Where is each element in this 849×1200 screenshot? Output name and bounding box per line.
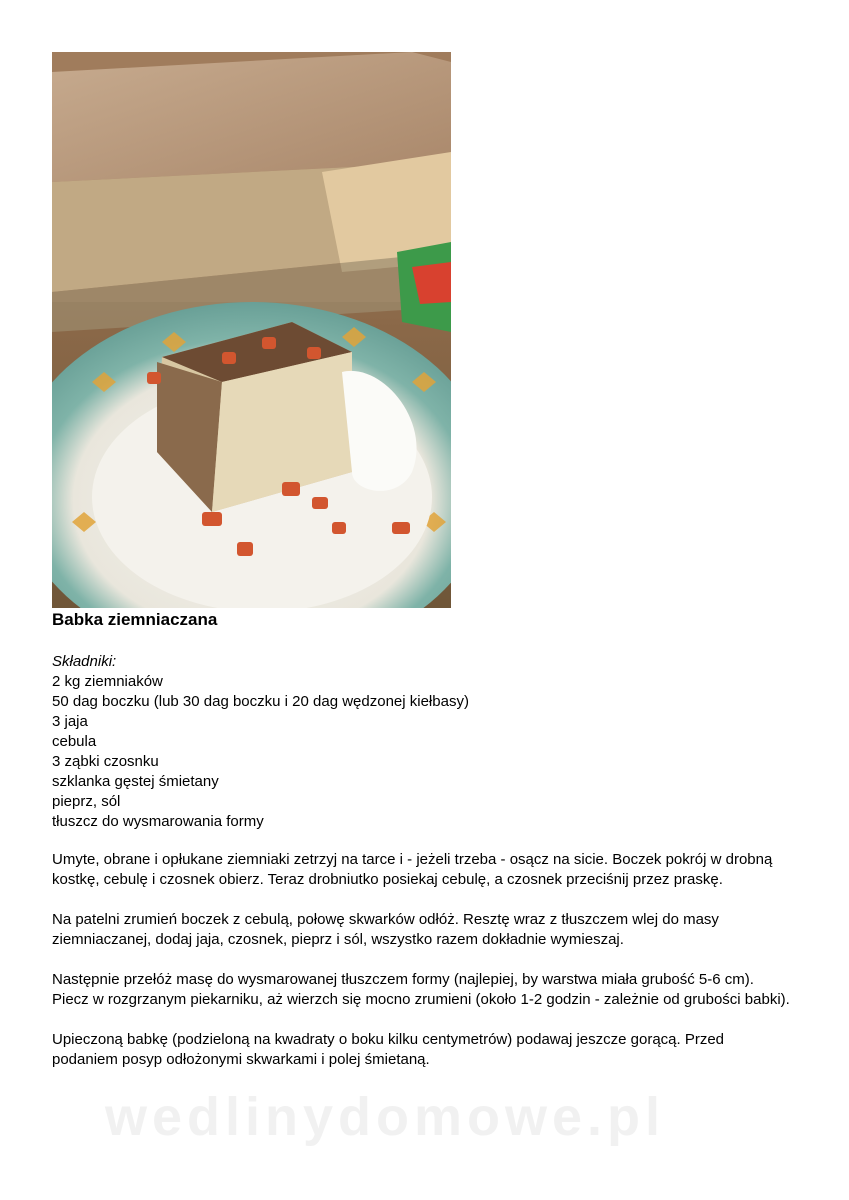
ingredient-item: 3 ząbki czosnku	[52, 753, 159, 770]
recipe-photo	[52, 52, 451, 608]
ingredient-item: szklanka gęstej śmietany	[52, 773, 219, 790]
ingredients-section	[52, 652, 469, 832]
step-paragraph: Następnie przełóż masę do wysmarowanej tłuszczem formy (najlepiej, by warstwa miała grubość 5-6 cm). Piecz w rozgrzanym piekarniku, aż wierzch się mocno zrumieni (około 1-2 godzin - zależnie od grubości babki).	[52, 971, 790, 1008]
potato-cake-illustration	[52, 52, 451, 608]
step-paragraph: Umyte, obrane i opłukane ziemniaki zetrzyj na tarce i - jeżeli trzeba - osącz na sicie. Boczek pokrój w drobną kostkę, cebulę i czosnek obierz. Teraz drobniutko posiekaj cebulę, a czosnek przeciśnij przez praskę.	[52, 851, 773, 888]
recipe-title: Babka ziemniaczana	[52, 610, 218, 629]
ingredients-list	[52, 672, 469, 832]
ingredient-item: tłuszcz do wysmarowania formy	[52, 813, 264, 830]
step-paragraph: Na patelni zrumień boczek z cebulą, połowę skwarków odłóż. Resztę wraz z tłuszczem wlej do masy ziemniaczanej, dodaj jaja, czosnek, pieprz i sól, wszystko razem dokładnie wymieszaj.	[52, 911, 719, 948]
site-watermark: wedlinydomowe.pl	[105, 1087, 666, 1147]
preparation-steps	[52, 850, 792, 1090]
ingredient-item: pieprz, sól	[52, 793, 121, 810]
ingredient-item: 50 dag boczku (lub 30 dag boczku i 20 dag wędzonej kiełbasy)	[52, 693, 469, 710]
ingredient-item: 2 kg ziemniaków	[52, 673, 163, 690]
ingredient-item: 3 jaja	[52, 713, 88, 730]
ingredients-label: Składniki:	[52, 653, 117, 670]
ingredient-item: cebula	[52, 733, 97, 750]
step-paragraph: Upieczoną babkę (podzieloną na kwadraty o boku kilku centymetrów) podawaj jeszcze gorącą. Przed podaniem posyp odłożonymi skwarkami i polej śmietaną.	[52, 1031, 725, 1068]
